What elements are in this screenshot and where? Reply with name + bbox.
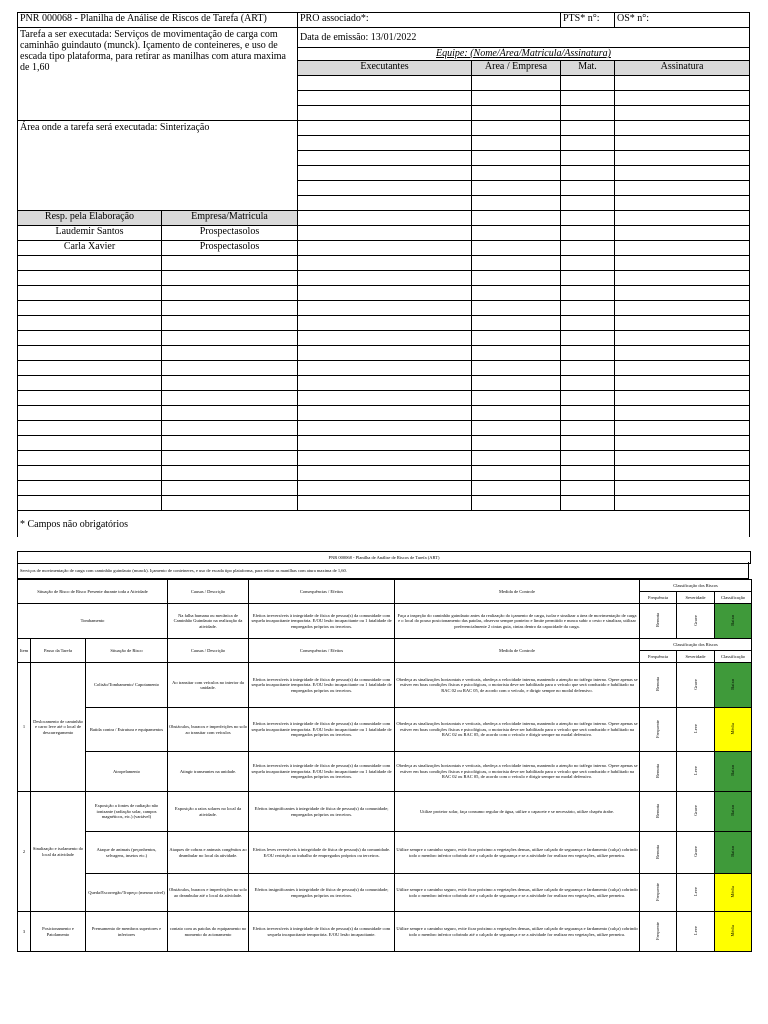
row-medida: Obedeça as sinalizações horizontais e verticais, obedeça a velocidade interna, mantendo a atenção no tráfego interno. Opere apenas se estiver em boas condições físicas e psicológicas, o motorista deve ser habilitado para o veículo que será conduzido e habilitado na RAC 02 ou RAC 05, de acordo com o veículo e dirigir sempre no modal defensivo. xyxy=(395,708,640,752)
gen-frequencia: Remota xyxy=(655,613,661,628)
blank-cell[interactable] xyxy=(18,256,162,271)
blank-cell[interactable] xyxy=(162,391,298,406)
blank-cell[interactable] xyxy=(561,496,615,511)
row-passo: Deslocamento de caminhão e carro leve até o local de descarregamento xyxy=(31,663,86,792)
gen-header-classificacao: Classificação xyxy=(715,592,752,604)
blank-cell[interactable] xyxy=(472,271,561,286)
blank-cell[interactable] xyxy=(298,406,472,421)
blank-cell[interactable] xyxy=(162,271,298,286)
team-cell[interactable] xyxy=(561,91,615,106)
form-title: PNR 000068 - Planilha de Análise de Riscos de Tarefa (ART) xyxy=(18,13,298,28)
blank-cell[interactable] xyxy=(298,286,472,301)
resp-header-elaboracao: Resp. pela Elaboração xyxy=(18,211,162,226)
row-consequencias: Efeitos irreversíveis à integridade de física de pessoa(s) da comunidade com sequela incapacitante temporária. E/OU lesão incapacitante. xyxy=(249,912,395,952)
header-frequencia: Frequência xyxy=(640,651,677,663)
team-cell[interactable] xyxy=(615,136,750,151)
team-cell[interactable] xyxy=(561,166,615,181)
team-cell[interactable] xyxy=(298,241,472,256)
resp-company[interactable]: Prospectasolos xyxy=(162,241,298,256)
team-cell[interactable] xyxy=(615,181,750,196)
row-medida: Utilize sempre o caminho seguro, evite ficar próximo a vegetações densas, utilize calçado de segurança e fardamento (calça) cobrindo todo o membro inferior cobrindo até o calçado de segurança e se a atividade for realizar em vegetações, utilize perneira. xyxy=(395,912,640,952)
row-item: 2 xyxy=(18,792,31,912)
blank-cell[interactable] xyxy=(18,301,162,316)
header-causas: Causas / Descrição xyxy=(168,639,249,663)
row-frequencia: Remota xyxy=(655,844,661,859)
team-cell[interactable] xyxy=(615,91,750,106)
blank-cell[interactable] xyxy=(298,331,472,346)
team-cell[interactable] xyxy=(561,121,615,136)
row-severidade: Grave xyxy=(692,805,698,817)
blank-cell[interactable] xyxy=(162,331,298,346)
blank-cell[interactable] xyxy=(615,406,750,421)
row-severidade: Leve xyxy=(692,887,698,897)
team-cell[interactable] xyxy=(561,196,615,211)
blank-cell[interactable] xyxy=(162,256,298,271)
blank-cell[interactable] xyxy=(18,421,162,436)
header-situacao: Situação de Risco xyxy=(86,639,168,663)
blank-cell[interactable] xyxy=(615,466,750,481)
team-cell[interactable] xyxy=(561,226,615,241)
team-cell[interactable] xyxy=(561,211,615,226)
blank-cell[interactable] xyxy=(18,496,162,511)
blank-cell[interactable] xyxy=(561,466,615,481)
row-consequencias: Efeitos irreversíveis à integridade de física de pessoa(s) da comunidade com sequela incapacitante temporária. E/OU lesão incapacitante ou 1 fatalidade de empregados próprios ou terceiros. xyxy=(249,752,395,792)
team-cell[interactable] xyxy=(615,226,750,241)
blank-cell[interactable] xyxy=(162,361,298,376)
team-cell[interactable] xyxy=(472,121,561,136)
blank-cell[interactable] xyxy=(298,391,472,406)
gen-causas: Na falha humana ou mecânica de Caminhão Guindauto na realização da atividade. xyxy=(168,604,249,639)
team-cell[interactable] xyxy=(615,76,750,91)
row-frequencia: Remota xyxy=(655,803,661,818)
blank-cell[interactable] xyxy=(18,481,162,496)
row-causas: Ao transitar com veículos no interior da unidade. xyxy=(168,663,249,708)
row-item: 3 xyxy=(18,912,31,952)
blank-cell[interactable] xyxy=(561,346,615,361)
team-header-assinatura: Assinatura xyxy=(615,61,750,76)
row-frequencia: Remota xyxy=(655,763,661,778)
area-text[interactable]: Área onde a tarefa será executada: Sinterização xyxy=(18,121,298,211)
blank-cell[interactable] xyxy=(162,481,298,496)
blank-cell[interactable] xyxy=(472,331,561,346)
row-severidade: Leve xyxy=(692,926,698,936)
row-causas: Atingir transeuntes na unidade. xyxy=(168,752,249,792)
team-cell[interactable] xyxy=(472,136,561,151)
row-causas: Ataques de cobras e animais congênitos ao deambular no local da atividade. xyxy=(168,832,249,874)
row-classificacao: Baixo xyxy=(730,805,736,817)
blank-cell[interactable] xyxy=(615,496,750,511)
gen-header-frequencia: Frequência xyxy=(640,592,677,604)
row-causas: Exposição a raios solares no local da atividade. xyxy=(168,792,249,832)
team-header-mat: Mat. xyxy=(561,61,615,76)
row-severidade: Grave xyxy=(692,846,698,858)
blank-cell[interactable] xyxy=(615,271,750,286)
row-frequencia: Frequente xyxy=(655,719,661,738)
row-severidade: Leve xyxy=(692,766,698,776)
pro-field[interactable]: PRO associado*: xyxy=(298,13,561,28)
blank-cell[interactable] xyxy=(561,376,615,391)
blank-cell[interactable] xyxy=(472,301,561,316)
blank-cell[interactable] xyxy=(298,256,472,271)
row-medida: Utilize sempre o caminho seguro, evite ficar próximo a vegetações densas, utilize calçado de segurança e fardamento (calça) cobrindo todo o membro inferior cobrindo até o calçado de segurança e se a atividade for realizar em vegetações, utilize perneira. xyxy=(395,874,640,912)
team-cell[interactable] xyxy=(298,211,472,226)
row-situacao: Exposição a fontes de radiação não ionizante (radiação solar, campos magnéticos, etc.) (variável) xyxy=(86,792,168,832)
row-classificacao: Média xyxy=(730,723,736,735)
tarefa-text[interactable]: Tarefa a ser executada: Serviços de movimentação de carga com caminhão guindauto (munck). Içamento de conteineres, e uso de escada tipo plataforma, para retirar as manilhas com atura maxima de 1,60 xyxy=(18,28,298,121)
blank-cell[interactable] xyxy=(561,316,615,331)
risk-sheet-description: Serviços de movimentação de carga com caminhão guindauto (munck). Içamento de conteineres, e uso de escada tipo plataforma, para retirar as manilhas com atura maxima de 1,60. xyxy=(17,562,749,579)
blank-cell[interactable] xyxy=(18,376,162,391)
row-classificacao: Baixo xyxy=(730,846,736,858)
row-frequencia: Frequente xyxy=(655,921,661,940)
blank-cell[interactable] xyxy=(18,346,162,361)
resp-name[interactable]: Carla Xavier xyxy=(18,241,162,256)
blank-cell[interactable] xyxy=(561,481,615,496)
blank-cell[interactable] xyxy=(162,406,298,421)
row-consequencias: Efeitos irreversíveis à integridade de física de pessoa(s) da comunidade com sequela incapacitante temporária. E/OU lesão incapacitante ou 1 fatalidade de empregados próprios ou terceiros. xyxy=(249,708,395,752)
row-severidade: Leve xyxy=(692,724,698,734)
blank-cell[interactable] xyxy=(615,436,750,451)
gen-situacao: Tombamento xyxy=(18,604,168,639)
required-note: * Campos não obrigatórios xyxy=(18,511,750,538)
blank-cell[interactable] xyxy=(162,286,298,301)
os-field[interactable]: OS* n°: xyxy=(615,13,750,28)
gen-header-situacao: Situação de Risco de Risco Presente durante toda a Atividade xyxy=(18,580,168,604)
header-classificacao: Classificação xyxy=(715,651,752,663)
gen-header-consequencias: Consequências / Efeitos xyxy=(249,580,395,604)
team-cell[interactable] xyxy=(561,106,615,121)
blank-cell[interactable] xyxy=(615,331,750,346)
team-cell[interactable] xyxy=(472,166,561,181)
blank-cell[interactable] xyxy=(615,391,750,406)
blank-cell[interactable] xyxy=(615,376,750,391)
team-cell[interactable] xyxy=(615,211,750,226)
blank-cell[interactable] xyxy=(18,271,162,286)
blank-cell[interactable] xyxy=(298,316,472,331)
data-emissao: Data de emissão: 13/01/2022 xyxy=(298,28,750,48)
team-cell[interactable] xyxy=(561,181,615,196)
team-cell[interactable] xyxy=(472,91,561,106)
blank-cell[interactable] xyxy=(561,331,615,346)
gen-header-causas: Causas / Descrição xyxy=(168,580,249,604)
art-form xyxy=(17,12,750,537)
blank-cell[interactable] xyxy=(561,406,615,421)
row-frequencia: Frequente xyxy=(655,882,661,901)
row-frequencia: Remota xyxy=(655,677,661,692)
blank-cell[interactable] xyxy=(298,361,472,376)
team-cell[interactable] xyxy=(615,196,750,211)
blank-cell[interactable] xyxy=(298,496,472,511)
row-passo: Posicionamento e Patolamento xyxy=(31,912,86,952)
row-causas: contato com as patolas do equipamento no momento do acionamento xyxy=(168,912,249,952)
pts-field[interactable]: PTS* n°: xyxy=(561,13,615,28)
blank-cell[interactable] xyxy=(472,286,561,301)
blank-cell[interactable] xyxy=(615,346,750,361)
row-situacao: Colisão/Tombamento/ Capotamento xyxy=(86,663,168,708)
row-medida: Obedeça as sinalizações horizontais e verticais, obedeça a velocidade interna, mantendo a atenção no tráfego interno. Opere apenas se estiver em boas condições físicas e psicológicas, o motorista deve ser habilitado para o veículo que será conduzido e habilitado na RAC 02 ou RAC 05, de acordo com o veículo, e dirigir sempre no modal defensivo. xyxy=(395,663,640,708)
team-cell[interactable] xyxy=(298,151,472,166)
blank-cell[interactable] xyxy=(561,286,615,301)
blank-cell[interactable] xyxy=(18,286,162,301)
team-cell[interactable] xyxy=(298,196,472,211)
blank-cell[interactable] xyxy=(615,361,750,376)
blank-cell[interactable] xyxy=(561,451,615,466)
team-cell[interactable] xyxy=(298,91,472,106)
team-header-area: Área / Empresa xyxy=(472,61,561,76)
risk-table xyxy=(17,579,752,952)
row-classificacao: Baixo xyxy=(730,678,736,690)
blank-cell[interactable] xyxy=(561,271,615,286)
team-cell[interactable] xyxy=(472,106,561,121)
blank-cell[interactable] xyxy=(162,301,298,316)
blank-cell[interactable] xyxy=(472,451,561,466)
blank-cell[interactable] xyxy=(615,421,750,436)
blank-cell[interactable] xyxy=(298,346,472,361)
blank-cell[interactable] xyxy=(298,466,472,481)
blank-cell[interactable] xyxy=(298,451,472,466)
gen-medida: Faça a inspeção do caminhão guindauto antes da realização do içamento de carga, isolar e sinalizar a área de movimentação de carga e o local do pouso posicionamento das patolas, observar sempre ponteiro e limite permitido e nunca subir o cesto e sinalizar, utilizar preferencialmente 2 cintas guia, cintas dentro da capacidade da carga. xyxy=(395,604,640,639)
blank-cell[interactable] xyxy=(18,466,162,481)
blank-cell[interactable] xyxy=(298,436,472,451)
team-cell[interactable] xyxy=(298,226,472,241)
blank-cell[interactable] xyxy=(18,331,162,346)
classificacao-title: Classificação dos Riscos xyxy=(640,639,752,651)
row-classificacao: Baixo xyxy=(730,765,736,777)
team-header-executantes: Executantes xyxy=(298,61,472,76)
header-passo: Passo da Tarefa xyxy=(31,639,86,663)
header-medida: Medida de Controle xyxy=(395,639,640,663)
blank-cell[interactable] xyxy=(472,361,561,376)
blank-cell[interactable] xyxy=(561,436,615,451)
team-cell[interactable] xyxy=(472,241,561,256)
blank-cell[interactable] xyxy=(18,391,162,406)
blank-cell[interactable] xyxy=(162,346,298,361)
row-classificacao: Média xyxy=(730,886,736,898)
blank-cell[interactable] xyxy=(298,271,472,286)
row-medida: Utilize protetor solar, faça consumo regular de água, utilize o capacete e se necessário, utilize chapéu árabe. xyxy=(395,792,640,832)
team-cell[interactable] xyxy=(615,241,750,256)
blank-cell[interactable] xyxy=(472,391,561,406)
team-cell[interactable] xyxy=(615,106,750,121)
row-situacao: Ataque de animais (peçonhentos, selvagens, insetos etc.) xyxy=(86,832,168,874)
row-situacao: Atropelamento xyxy=(86,752,168,792)
blank-cell[interactable] xyxy=(18,451,162,466)
team-cell[interactable] xyxy=(472,76,561,91)
resp-name[interactable]: Laudemir Santos xyxy=(18,226,162,241)
blank-cell[interactable] xyxy=(615,256,750,271)
team-cell[interactable] xyxy=(298,181,472,196)
gen-header-medida: Medida de Controle xyxy=(395,580,640,604)
team-cell[interactable] xyxy=(472,151,561,166)
blank-cell[interactable] xyxy=(472,436,561,451)
team-cell[interactable] xyxy=(615,121,750,136)
blank-cell[interactable] xyxy=(561,421,615,436)
blank-cell[interactable] xyxy=(615,451,750,466)
blank-cell[interactable] xyxy=(18,406,162,421)
row-item: 1 xyxy=(18,663,31,792)
row-consequencias: Efeitos insignificantes à integridade de física de pessoa(s) da comunidade; empregados próprios ou terceiros. xyxy=(249,874,395,912)
gen-header-severidade: Severidade xyxy=(677,592,715,604)
row-passo: Sinalização e isolamento do local da atividade xyxy=(31,792,86,912)
team-cell[interactable] xyxy=(561,241,615,256)
team-cell[interactable] xyxy=(472,226,561,241)
row-causas: Obstáculos, buracos e imperfeições no solo ao transitar com veículos xyxy=(168,708,249,752)
team-cell[interactable] xyxy=(298,106,472,121)
blank-cell[interactable] xyxy=(162,466,298,481)
row-consequencias: Efeitos irreversíveis à integridade de física de pessoa(s) da comunidade com sequela incapacitante temporária. E/OU lesão incapacitante ou 1 fatalidade de empregados próprios ou terceiros. xyxy=(249,663,395,708)
blank-cell[interactable] xyxy=(561,361,615,376)
team-cell[interactable] xyxy=(561,136,615,151)
row-medida: Obedeça as sinalizações horizontais e verticais, obedeça a velocidade interna, mantendo a atenção no tráfego interno. Opere apenas se estiver em boas condições físicas e psicológicas, o motorista deve ser habilitado para o veículo que será conduzido e habilitado na RAC 02 ou RAC 05, de acordo com o veículo e dirigir sempre no modal defensivo. xyxy=(395,752,640,792)
blank-cell[interactable] xyxy=(615,316,750,331)
resp-company[interactable]: Prospectasolos xyxy=(162,226,298,241)
blank-cell[interactable] xyxy=(615,481,750,496)
team-cell[interactable] xyxy=(298,76,472,91)
team-cell[interactable] xyxy=(472,196,561,211)
resp-header-empresa: Empresa/Matricula xyxy=(162,211,298,226)
blank-cell[interactable] xyxy=(162,316,298,331)
blank-cell[interactable] xyxy=(162,451,298,466)
blank-cell[interactable] xyxy=(162,421,298,436)
blank-cell[interactable] xyxy=(298,376,472,391)
equipe-title: Equipe: (Nome/Área/Matricula/Assinatura) xyxy=(298,48,750,61)
row-medida: Utilize sempre o caminho seguro, evite ficar próximo a vegetações densas, utilize calçado de segurança e fardamento (calça) cobrindo todo o membro inferior cobrindo até o calçado de segurança e se a atividade for realizar em vegetações, utilize perneira. xyxy=(395,832,640,874)
row-situacao: Prensamento de membros superiores e inferiores xyxy=(86,912,168,952)
team-cell[interactable] xyxy=(561,151,615,166)
blank-cell[interactable] xyxy=(472,496,561,511)
blank-cell[interactable] xyxy=(472,346,561,361)
blank-cell[interactable] xyxy=(472,376,561,391)
blank-cell[interactable] xyxy=(472,316,561,331)
blank-cell[interactable] xyxy=(615,301,750,316)
row-classificacao: Média xyxy=(730,925,736,937)
blank-cell[interactable] xyxy=(472,421,561,436)
blank-cell[interactable] xyxy=(18,361,162,376)
blank-cell[interactable] xyxy=(298,481,472,496)
gen-severidade: Grave xyxy=(692,614,698,626)
team-cell[interactable] xyxy=(472,181,561,196)
team-cell[interactable] xyxy=(615,166,750,181)
risk-sheet-title: PNR 000068 - Planilha de Análise de Riscos de Tarefa (ART) xyxy=(17,551,751,564)
blank-cell[interactable] xyxy=(162,436,298,451)
team-cell[interactable] xyxy=(472,211,561,226)
blank-cell[interactable] xyxy=(18,316,162,331)
row-situacao: Queda/Escorregão/Tropeço (mesmo nível) xyxy=(86,874,168,912)
row-consequencias: Efeitos leves reversíveis à integridade de física de pessoa(s) da comunidade. E/OU restrição ao trabalho de empregados próprios ou terceiros. xyxy=(249,832,395,874)
gen-classificacao-title: Classificação dos Riscos xyxy=(640,580,752,592)
blank-cell[interactable] xyxy=(162,376,298,391)
gen-consequencias: Efeitos irreversíveis à integridade de física de pessoa(s) da comunidade com sequela incapacitante temporária. E/OU lesão incapacitante ou 1 fatalidade de empregados próprios ou terceiros. xyxy=(249,604,395,639)
team-cell[interactable] xyxy=(615,151,750,166)
blank-cell[interactable] xyxy=(561,301,615,316)
team-cell[interactable] xyxy=(298,121,472,136)
blank-cell[interactable] xyxy=(298,421,472,436)
blank-cell[interactable] xyxy=(18,436,162,451)
row-situacao: Batida contra / Estrutura e equipamentos xyxy=(86,708,168,752)
header-item: Item xyxy=(18,639,31,663)
blank-cell[interactable] xyxy=(561,256,615,271)
gen-classificacao: Baixo xyxy=(730,614,736,626)
team-cell[interactable] xyxy=(561,76,615,91)
blank-cell[interactable] xyxy=(472,481,561,496)
blank-cell[interactable] xyxy=(162,496,298,511)
row-consequencias: Efeitos insignificantes à integridade de física de pessoa(s) da comunidade; empregados próprios ou terceiros. xyxy=(249,792,395,832)
blank-cell[interactable] xyxy=(561,391,615,406)
blank-cell[interactable] xyxy=(298,301,472,316)
blank-cell[interactable] xyxy=(472,466,561,481)
blank-cell[interactable] xyxy=(472,256,561,271)
blank-cell[interactable] xyxy=(615,286,750,301)
row-severidade: Grave xyxy=(692,678,698,690)
team-cell[interactable] xyxy=(298,166,472,181)
header-consequencias: Consequências / Efeitos xyxy=(249,639,395,663)
header-severidade: Severidade xyxy=(677,651,715,663)
row-causas: Obstáculos, buracos e imperfeições no solo ao deambular até o local da atividade. xyxy=(168,874,249,912)
team-cell[interactable] xyxy=(298,136,472,151)
blank-cell[interactable] xyxy=(472,406,561,421)
